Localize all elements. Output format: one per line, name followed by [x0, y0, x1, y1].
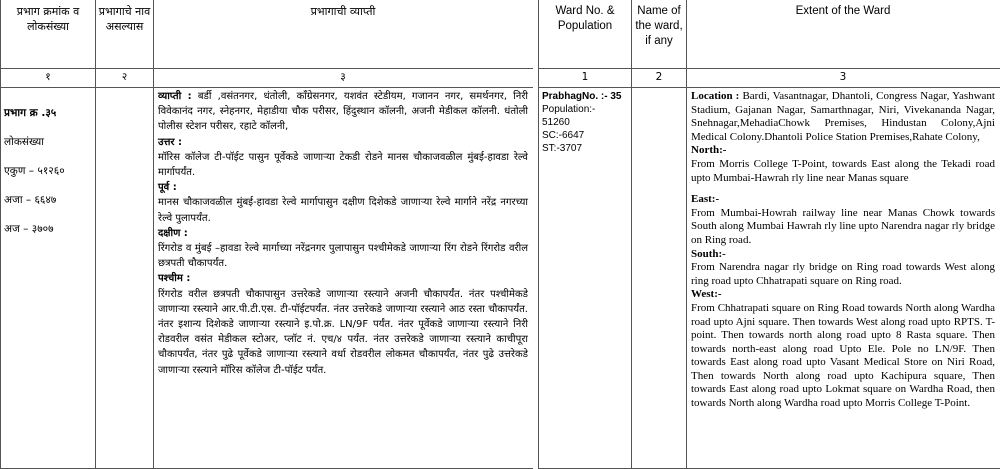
english-body-row	[539, 88, 1000, 469]
marathi-header-ward-population: प्रभाग क्रमांक व लोकसंख्या	[1, 0, 96, 68]
english-col-number-3: 3	[839, 71, 847, 83]
marathi-location-label: व्याप्ती :	[158, 91, 192, 102]
marathi-population-total: एकुण – ५१२६०	[4, 164, 65, 177]
marathi-location-paragraph	[158, 89, 528, 135]
english-col-number-2: 2	[632, 69, 687, 87]
english-population-sc: SC:-6647	[542, 130, 585, 141]
marathi-population-st: अज – ३७०७	[4, 222, 54, 235]
marathi-population-cell	[1, 88, 96, 468]
marathi-body-row	[1, 88, 533, 469]
marathi-north-text: मॉरिस कॉलेज टी-पॉईट पासुन पूर्वेकडे जाणाऱ्या टेकडी रोडने मानस चौकाजवळील मुंबई-हावडा रेल्वे मार्गापर्यंत.	[158, 151, 528, 179]
marathi-west-label: पश्चीम :	[158, 273, 191, 285]
marathi-south-label: दक्षीण :	[158, 227, 188, 239]
marathi-number-row	[1, 69, 533, 88]
english-ward-table	[538, 0, 1000, 469]
english-number-row	[539, 69, 1000, 88]
english-population-label: Population:-	[542, 104, 596, 115]
marathi-west-text: रिंगरोड वरील छत्रपती चौकापासुन उत्तरेकडे जाणाऱ्या रस्त्याने अजनी चौकापर्यंत. नंतर पश्चीमेकडे जाणाऱ्या रस्त्याने आर.पी.टी.एस. टी-पॉईटपर्यंत. नंतर उत्तरेकडे जाणाऱ्या रस्त्याने आठ रस्ता चौकापर्यंत. नंतर इशान्य दिशेकडे जाणाऱ्या रस्त्याने इ.पो.क्र. LN/9F पर्यंत. नंतर पूर्वेकडे जाणाऱ्या रस्त्याने निरी रोडवरील वसंत मेडीकल स्टोअर, प्लॉट नं. एच/४ पर्यंत. नंतर उत्तरेकडे जाणाऱ्या रस्त्याने काचीपूरा चौकापर्यंत, नंतर पुढे पूर्वेकडे जाणाऱ्या रस्त्याने वर्धा रोडवरील लोकमत चौकापर्यंत, नंतर पुढे उत्तरेकडे जाणाऱ्या रस्त्याने मॉरिस कॉलेज टी-पॉईट पर्यंत.	[158, 288, 528, 376]
english-west-text: From Chhatrapati square on Ring Road towards North along Wardha road upto Ajni square. Then towards West along road upto RPTS. T-point. Then towards north along road upto 8 Rasta square. Then towards north-east along road Upto Ele. Pole no LN/9F. Then towards East along road upto Vasant Medical Store on Niri Road, Then towards North along road upto Kachipura square, Then towards East along road upto Lokmat square on Wardha Road, then towards North along Wardha road upto Morris College T-Point.	[691, 301, 995, 410]
marathi-extent-cell	[154, 88, 532, 468]
english-header-row	[539, 0, 1000, 69]
marathi-col-number-3: ३	[340, 71, 346, 83]
marathi-location-text: बर्डी ,वसंतनगर, धंतोली, कॉंग्रेसनगर, यशवंत स्टेडीयम, गजानन नगर, समर्थनगर, निरी विवेकानंद नगर, स्नेहनगर, मेहाडीया चौक परीसर, हिंदुस्थान कॉलनी, अजनी मेडीकल कॉलनी. धंतोली पोलीस स्टेशन परीसर, रहाटे कॉलनी,	[158, 91, 528, 133]
english-population-st: ST:-3707	[542, 143, 583, 154]
english-extent-cell	[687, 88, 999, 468]
english-location-label: Location :	[691, 90, 740, 102]
marathi-south-text: रिंगरोड व मुंबई –हावडा रेल्वे मार्गाच्या नरेंद्रनगर पुलापासुन पश्चीमेकडे जाणाऱ्या रिंग रोडने रिंगरोड वरील छत्रपती चौकापर्यंत.	[158, 243, 528, 270]
english-south-text: From Narendra nagar rly bridge on Ring road towards West along ring road upto Chhatrapati square on Ring road.	[691, 261, 995, 287]
marathi-east-label: पूर्व :	[158, 182, 177, 194]
english-east-text: From Mumbai-Howrah railway line near Manas Chowk towards South along Mumbai Hawrah rly line upto Narendra nagar rly bridge on Ring road.	[691, 206, 995, 246]
marathi-east-text: मानस चौकाजवळील मुंबई-हावडा रेल्वे मार्गापासुन दक्षीण दिशेकडे जाणाऱ्या रेल्वे मार्गाने नरेंद्र नगरच्या रेल्वे पुलापर्यंत.	[158, 197, 528, 224]
marathi-north-label: उत्तर :	[158, 136, 182, 148]
english-location-text: Bardi, Vasantnagar, Dhantoli, Congress Nagar, Yashwant Stadium, Gajanan Nagar, Samarthnagar, Niri, Vivekananda Nagar, Snehnagar,MehadiaChowk Premises, Hindustan Colony,Ajni Medical Colony.Dhantoli Police Station Premises,Rahate Colony,	[691, 90, 995, 143]
english-header-ward-population: Ward No. & Population	[539, 0, 632, 68]
english-south-label: South:-	[691, 247, 726, 260]
english-header-extent: Extent of the Ward	[795, 5, 891, 17]
english-north-label: North:-	[691, 144, 727, 157]
marathi-name-cell	[96, 88, 154, 468]
marathi-header-ward-name: प्रभागाचे नाव असल्यास	[96, 0, 154, 68]
marathi-col-number-2: २	[96, 69, 154, 87]
english-east-label: East:-	[691, 193, 720, 206]
english-population-total: 51260	[542, 117, 570, 128]
english-ward-title: PrabhagNo. :- 35	[542, 91, 622, 102]
marathi-header-row	[1, 0, 533, 69]
english-population-cell	[539, 88, 632, 468]
marathi-population-sc: अजा – ६६४७	[4, 193, 57, 206]
marathi-prabhag-title: प्रभाग क्र .३५	[4, 106, 57, 119]
marathi-population-label: लोकसंख्या	[4, 135, 44, 148]
english-header-ward-name: Name of the ward, if any	[632, 0, 687, 68]
english-north-text: From Morris College T-Point, towards East along the Tekadi road upto Mumbai-Hawrah rly line near Manas square	[691, 157, 995, 184]
english-name-cell	[632, 88, 687, 468]
english-location-paragraph	[691, 90, 995, 144]
marathi-col-number-1: १	[1, 69, 96, 87]
english-west-label: West:-	[691, 288, 722, 301]
marathi-header-extent: प्रभागाची व्याप्ती	[310, 5, 376, 18]
english-col-number-1: 1	[539, 69, 632, 87]
